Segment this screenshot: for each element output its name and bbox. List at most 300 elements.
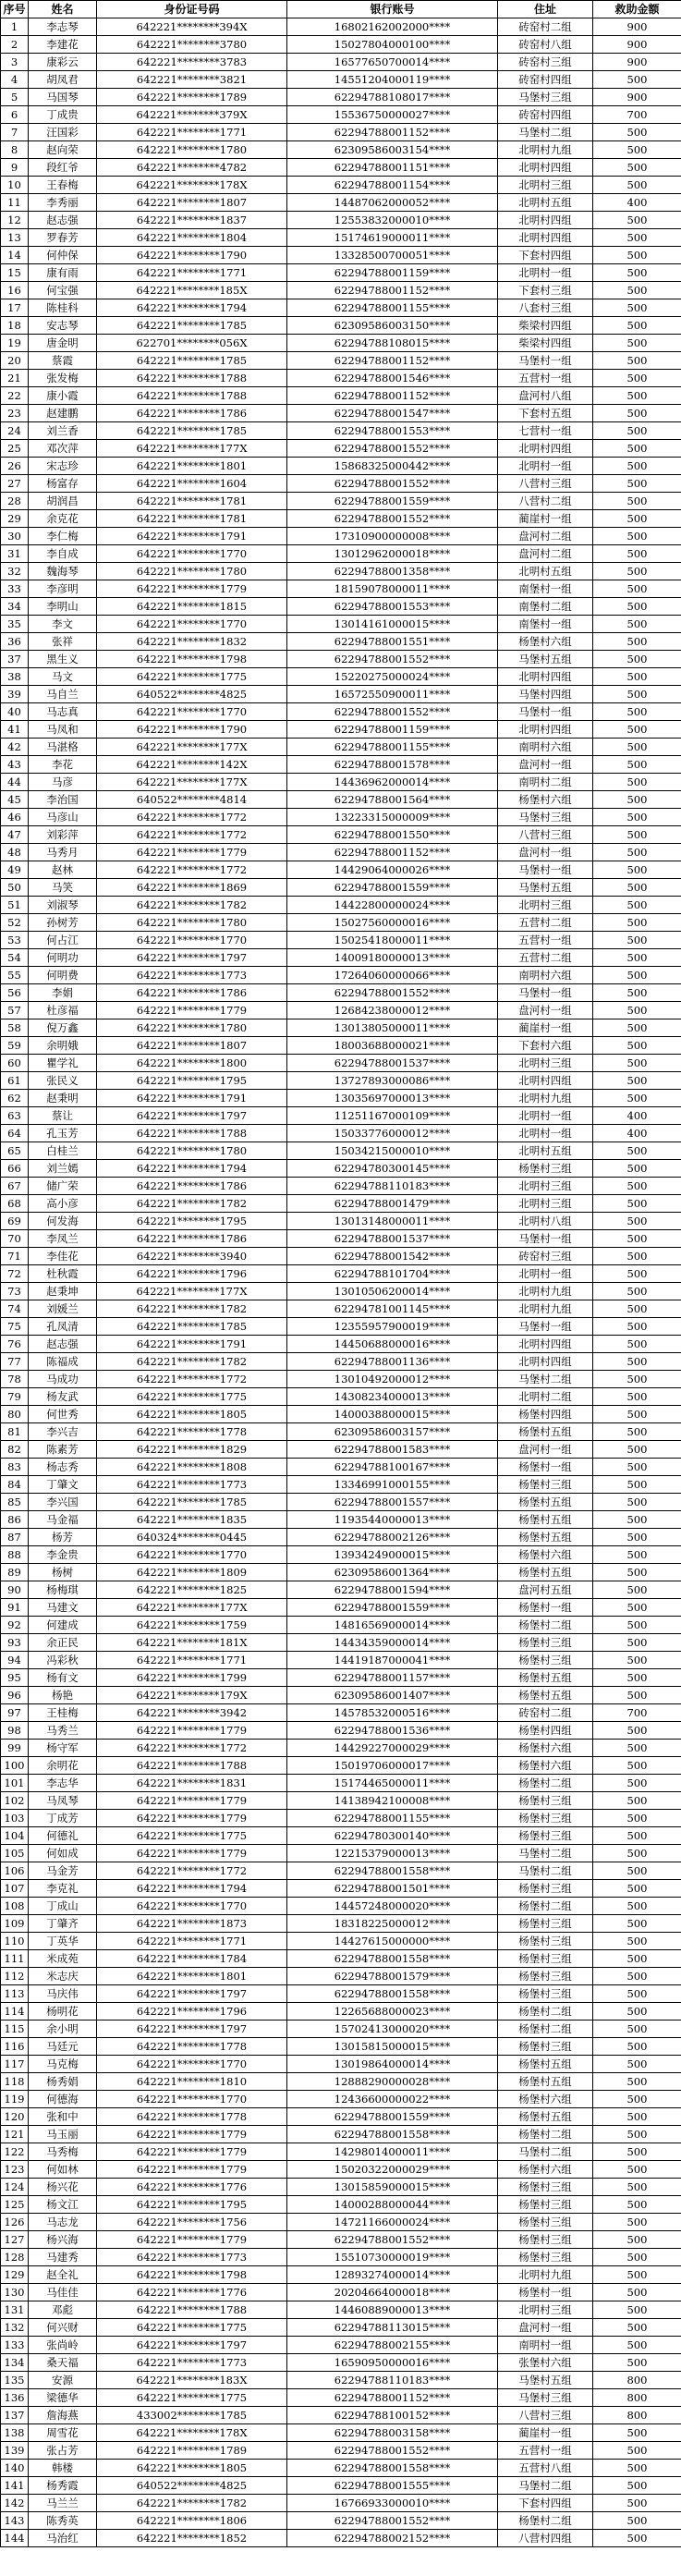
id-number: 642221********1775 — [97, 2319, 287, 2337]
bank-account: 13013805000011**** — [287, 1019, 498, 1037]
relief-amount: 500 — [593, 2021, 681, 2038]
row-index: 136 — [1, 2389, 29, 2407]
id-number: 642221********1775 — [97, 1827, 287, 1845]
row-index: 37 — [1, 651, 29, 668]
relief-amount: 500 — [593, 2038, 681, 2056]
relief-amount: 500 — [593, 739, 681, 756]
person-name: 马志龙 — [29, 2214, 97, 2231]
relief-amount: 500 — [593, 1581, 681, 1599]
table-row — [1, 1669, 681, 1687]
bank-account: 16802162002000**** — [287, 18, 498, 36]
address: 北明村五组 — [498, 563, 593, 580]
person-name: 何仲保 — [29, 247, 97, 264]
id-number: 642221********1779 — [97, 1845, 287, 1862]
id-number: 642221********1795 — [97, 2196, 287, 2214]
address: 北明村四组 — [498, 1353, 593, 1371]
table-row — [1, 1213, 681, 1230]
table-row — [1, 739, 681, 756]
bank-account: 62294788001542**** — [287, 1248, 498, 1265]
person-name: 孔凤清 — [29, 1318, 97, 1336]
bank-account: 62309586003150**** — [287, 317, 498, 335]
id-number: 642221********1788 — [97, 387, 287, 405]
bank-account: 62294788002152**** — [287, 2530, 498, 2547]
relief-amount: 400 — [593, 194, 681, 212]
bank-account: 62294788003158**** — [287, 2424, 498, 2442]
bank-account: 15174465000011**** — [287, 1775, 498, 1792]
table-row — [1, 809, 681, 826]
id-number: 642221********1835 — [97, 1511, 287, 1529]
id-number: 642221********1796 — [97, 1265, 287, 1283]
relief-amount: 500 — [593, 1915, 681, 1933]
table-row — [1, 668, 681, 686]
row-index: 71 — [1, 1248, 29, 1265]
id-number: 642221********1791 — [97, 1336, 287, 1353]
row-index: 124 — [1, 2179, 29, 2196]
person-name: 唐金明 — [29, 335, 97, 352]
table-row — [1, 1090, 681, 1107]
address: 杨堡村二组 — [498, 1775, 593, 1792]
id-number: 642221********183X — [97, 2372, 287, 2389]
relief-amount: 500 — [593, 984, 681, 1002]
person-name: 杨有文 — [29, 1669, 97, 1687]
bank-account: 62294788002126**** — [287, 1529, 498, 1546]
row-index: 99 — [1, 1740, 29, 1757]
row-index: 101 — [1, 1775, 29, 1792]
address: 马堡村二组 — [498, 124, 593, 141]
relief-amount: 500 — [593, 844, 681, 861]
address: 杨堡村三组 — [498, 2214, 593, 2231]
bank-account: 62294788108017**** — [287, 89, 498, 106]
id-number: 642221********1804 — [97, 229, 287, 247]
table-row — [1, 299, 681, 317]
address: 杨堡村三组 — [498, 1160, 593, 1178]
bank-account: 62294788001578**** — [287, 756, 498, 774]
person-name: 邓次萍 — [29, 440, 97, 458]
id-number: 622701********056X — [97, 335, 287, 352]
address: 盘河村一组 — [498, 844, 593, 861]
table-row — [1, 580, 681, 598]
id-number: 642221********3780 — [97, 36, 287, 54]
id-number: 642221********1789 — [97, 2442, 287, 2460]
row-index: 92 — [1, 1617, 29, 1634]
bank-account: 62294788113015**** — [287, 2319, 498, 2337]
address: 杨堡村六组 — [498, 1740, 593, 1757]
person-name: 陈素芳 — [29, 1441, 97, 1459]
id-number: 642221********1782 — [97, 897, 287, 914]
table-row — [1, 2512, 681, 2530]
id-number: 642221********1770 — [97, 2056, 287, 2073]
row-index: 23 — [1, 405, 29, 422]
relief-amount: 800 — [593, 2407, 681, 2424]
id-number: 642221********177X — [97, 1283, 287, 1300]
table-row — [1, 1687, 681, 1704]
bank-account: 14138942100008**** — [287, 1792, 498, 1810]
table-row — [1, 493, 681, 510]
relief-amount: 900 — [593, 18, 681, 36]
person-name: 张尚岭 — [29, 2337, 97, 2354]
table-row — [1, 510, 681, 528]
table-row — [1, 1459, 681, 1476]
bank-account: 62294788001558**** — [287, 1950, 498, 1968]
person-name: 马文 — [29, 668, 97, 686]
row-index: 6 — [1, 106, 29, 124]
bank-account: 13727893000086**** — [287, 1072, 498, 1090]
id-number: 642221********177X — [97, 739, 287, 756]
bank-account: 62294788001552**** — [287, 984, 498, 1002]
bank-account: 15536750000027**** — [287, 106, 498, 124]
address: 马堡村三组 — [498, 89, 593, 106]
person-name: 李志华 — [29, 1775, 97, 1792]
relief-amount: 500 — [593, 545, 681, 563]
id-number: 642221********1779 — [97, 2231, 287, 2249]
row-index: 60 — [1, 1055, 29, 1072]
id-number: 642221********1779 — [97, 2143, 287, 2161]
address: 北明村五组 — [498, 194, 593, 212]
relief-amount: 500 — [593, 317, 681, 335]
bank-account: 12684238000012**** — [287, 1002, 498, 1019]
bank-account: 62294788001558**** — [287, 1985, 498, 2003]
row-index: 66 — [1, 1160, 29, 1178]
relief-amount: 500 — [593, 440, 681, 458]
address: 杨堡村五组 — [498, 1423, 593, 1441]
bank-account: 62294788001552**** — [287, 2512, 498, 2530]
row-index: 125 — [1, 2196, 29, 2214]
row-index: 21 — [1, 370, 29, 387]
row-index: 44 — [1, 774, 29, 791]
person-name: 马玉丽 — [29, 2126, 97, 2143]
relief-amount: 500 — [593, 2319, 681, 2337]
address: 南明村六组 — [498, 967, 593, 984]
id-number: 642221********1797 — [97, 949, 287, 967]
id-number: 642221********1782 — [97, 1300, 287, 1318]
row-index: 114 — [1, 2003, 29, 2021]
table-row — [1, 335, 681, 352]
relief-amount: 500 — [593, 774, 681, 791]
bank-account: 62294788001594**** — [287, 1581, 498, 1599]
row-index: 46 — [1, 809, 29, 826]
address: 砖窑村三组 — [498, 1248, 593, 1265]
bank-account: 15220275000024**** — [287, 668, 498, 686]
id-number: 642221********1782 — [97, 2495, 287, 2512]
bank-account: 15033776000012**** — [287, 1125, 498, 1142]
relief-amount: 500 — [593, 897, 681, 914]
relief-amount: 500 — [593, 2424, 681, 2442]
address: 杨堡村三组 — [498, 2196, 593, 2214]
address: 马堡村五组 — [498, 2372, 593, 2389]
relief-amount: 500 — [593, 2266, 681, 2284]
address: 杨堡村二组 — [498, 1617, 593, 1634]
address: 杨堡村五组 — [498, 1687, 593, 1704]
relief-amount: 500 — [593, 2179, 681, 2196]
relief-amount: 500 — [593, 1002, 681, 1019]
person-name: 冯彩秋 — [29, 1652, 97, 1669]
table-row — [1, 2214, 681, 2231]
table-row — [1, 2266, 681, 2284]
id-number: 642221********3783 — [97, 54, 287, 71]
row-index: 38 — [1, 668, 29, 686]
person-name: 刘兰香 — [29, 422, 97, 440]
bank-account: 62294788100167**** — [287, 1459, 498, 1476]
address: 北明村四组 — [498, 440, 593, 458]
bank-account: 62309586001364**** — [287, 1564, 498, 1581]
person-name: 瞿学礼 — [29, 1055, 97, 1072]
table-row — [1, 1529, 681, 1546]
address: 北明村三组 — [498, 177, 593, 194]
address: 北明村四组 — [498, 1072, 593, 1090]
table-row — [1, 2442, 681, 2460]
bank-account: 16577650700014**** — [287, 54, 498, 71]
table-row — [1, 2126, 681, 2143]
row-index: 111 — [1, 1950, 29, 1968]
bank-account: 62294788001579**** — [287, 1968, 498, 1985]
row-index: 58 — [1, 1019, 29, 1037]
person-name: 杨明花 — [29, 2003, 97, 2021]
address: 杨堡村三组 — [498, 1827, 593, 1845]
bank-account: 13019864000014**** — [287, 2056, 498, 2073]
person-name: 魏海琴 — [29, 563, 97, 580]
id-number: 640522********4825 — [97, 686, 287, 703]
person-name: 杨志秀 — [29, 1459, 97, 1476]
row-index: 48 — [1, 844, 29, 861]
person-name: 韩楼 — [29, 2460, 97, 2477]
row-index: 18 — [1, 317, 29, 335]
row-index: 19 — [1, 335, 29, 352]
id-number: 642221********181X — [97, 1634, 287, 1652]
person-name: 杨文江 — [29, 2196, 97, 2214]
relief-amount: 500 — [593, 1178, 681, 1195]
id-number: 642221********1775 — [97, 2389, 287, 2407]
bank-account: 13012962000018**** — [287, 545, 498, 563]
id-number: 642221********1770 — [97, 703, 287, 721]
relief-amount: 500 — [593, 2249, 681, 2266]
relief-amount: 500 — [593, 1546, 681, 1564]
table-row — [1, 2073, 681, 2091]
id-number: 642221********177X — [97, 440, 287, 458]
relief-amount: 500 — [593, 2442, 681, 2460]
address: 砖窑村八组 — [498, 36, 593, 54]
bank-account: 16766933000010**** — [287, 2495, 498, 2512]
address: 北明村一组 — [498, 458, 593, 475]
row-index: 5 — [1, 89, 29, 106]
bank-account: 14721166000024**** — [287, 2214, 498, 2231]
address: 盘河村一组 — [498, 756, 593, 774]
row-index: 115 — [1, 2021, 29, 2038]
id-number: 642221********1780 — [97, 563, 287, 580]
row-index: 15 — [1, 264, 29, 282]
table-row — [1, 2337, 681, 2354]
address: 北明村三组 — [498, 897, 593, 914]
person-name: 安志琴 — [29, 317, 97, 335]
bank-account: 18318225000012**** — [287, 1915, 498, 1933]
relief-amount: 500 — [593, 1055, 681, 1072]
person-name: 马廷元 — [29, 2038, 97, 2056]
relief-amount: 500 — [593, 967, 681, 984]
relief-amount: 500 — [593, 1441, 681, 1459]
address: 杨堡村六组 — [498, 633, 593, 651]
row-index: 121 — [1, 2126, 29, 2143]
address: 八营村三组 — [498, 2407, 593, 2424]
id-number: 642221********1790 — [97, 247, 287, 264]
id-number: 640522********4814 — [97, 791, 287, 809]
table-header — [1, 1, 681, 18]
bank-account: 62294780300145**** — [287, 1160, 498, 1178]
bank-account: 62294788001558**** — [287, 2126, 498, 2143]
address: 五营村一组 — [498, 932, 593, 949]
table-row — [1, 2003, 681, 2021]
row-index: 84 — [1, 1476, 29, 1494]
relief-amount: 500 — [593, 1968, 681, 1985]
relief-amount: 500 — [593, 879, 681, 897]
relief-amount: 500 — [593, 1792, 681, 1810]
address: 蔺崖村一组 — [498, 2424, 593, 2442]
row-index: 8 — [1, 141, 29, 159]
address: 柴梁村四组 — [498, 317, 593, 335]
id-number: 433002********1785 — [97, 2407, 287, 2424]
person-name: 丁成山 — [29, 1898, 97, 1915]
relief-amount: 500 — [593, 686, 681, 703]
relief-amount: 500 — [593, 1265, 681, 1283]
address: 杨堡村二组 — [498, 2003, 593, 2021]
bank-account: 62309586001407**** — [287, 1687, 498, 1704]
address: 下套村三组 — [498, 282, 593, 299]
relief-amount: 500 — [593, 703, 681, 721]
relief-amount: 500 — [593, 1564, 681, 1581]
bank-account: 13010506200014**** — [287, 1283, 498, 1300]
table-row — [1, 528, 681, 545]
id-number: 642221********1780 — [97, 914, 287, 932]
bank-account: 14298014000011**** — [287, 2143, 498, 2161]
address: 马堡村三组 — [498, 2389, 593, 2407]
relief-amount: 500 — [593, 1459, 681, 1476]
relief-amount: 500 — [593, 1862, 681, 1880]
bank-account: 17264060000066**** — [287, 967, 498, 984]
row-index: 64 — [1, 1125, 29, 1142]
id-number: 642221********1770 — [97, 1546, 287, 1564]
relief-amount: 500 — [593, 370, 681, 387]
person-name: 李治国 — [29, 791, 97, 809]
row-index: 76 — [1, 1336, 29, 1353]
person-name: 杨守军 — [29, 1740, 97, 1757]
person-name: 张祥 — [29, 633, 97, 651]
person-name: 邓彪 — [29, 2301, 97, 2319]
relief-amount: 500 — [593, 2530, 681, 2547]
relief-amount: 500 — [593, 616, 681, 633]
address: 张堡村六组 — [498, 2354, 593, 2372]
bank-account: 62294788001152**** — [287, 2389, 498, 2407]
address: 北明村四组 — [498, 668, 593, 686]
person-name: 张和中 — [29, 2108, 97, 2126]
address: 马堡村二组 — [498, 1845, 593, 1862]
table-row — [1, 317, 681, 335]
address: 北明村三组 — [498, 1195, 593, 1213]
id-number: 642221********1775 — [97, 668, 287, 686]
table-row — [1, 932, 681, 949]
id-number: 642221********1791 — [97, 528, 287, 545]
table-row — [1, 1494, 681, 1511]
table-row — [1, 405, 681, 422]
id-number: 642221********1785 — [97, 352, 287, 370]
bank-account: 62294788001152**** — [287, 387, 498, 405]
id-number: 642221********1770 — [97, 616, 287, 633]
bank-account: 14551204000119**** — [287, 71, 498, 89]
bank-account: 62294788001136**** — [287, 1353, 498, 1371]
address: 南明村二组 — [498, 774, 593, 791]
id-number: 642221********1779 — [97, 2161, 287, 2179]
address: 北明村三组 — [498, 1178, 593, 1195]
relief-amount: 500 — [593, 177, 681, 194]
bank-account: 62294788001559**** — [287, 493, 498, 510]
person-name: 周雪花 — [29, 2424, 97, 2442]
bank-account: 62294788001152**** — [287, 352, 498, 370]
row-index: 57 — [1, 1002, 29, 1019]
person-name: 余克花 — [29, 510, 97, 528]
bank-account: 16590950000016**** — [287, 2354, 498, 2372]
id-number: 642221********1797 — [97, 1985, 287, 2003]
person-name: 胡润昌 — [29, 493, 97, 510]
address: 五营村八组 — [498, 2460, 593, 2477]
table-row — [1, 264, 681, 282]
address: 南明村六组 — [498, 739, 593, 756]
table-row — [1, 159, 681, 177]
table-row — [1, 1300, 681, 1318]
row-index: 28 — [1, 493, 29, 510]
bank-account: 14816569000014**** — [287, 1617, 498, 1634]
address: 北明村五组 — [498, 1142, 593, 1160]
address: 北明村九组 — [498, 2266, 593, 2284]
id-number: 642221********1772 — [97, 1862, 287, 1880]
relief-amount: 500 — [593, 2301, 681, 2319]
row-index: 77 — [1, 1353, 29, 1371]
person-name: 李兴国 — [29, 1494, 97, 1511]
relief-amount: 500 — [593, 1230, 681, 1248]
row-index: 93 — [1, 1634, 29, 1652]
relief-amount: 900 — [593, 36, 681, 54]
id-number: 642221********1801 — [97, 458, 287, 475]
bank-account: 13013148000011**** — [287, 1213, 498, 1230]
table-row — [1, 18, 681, 36]
bank-account: 62294788001557**** — [287, 1494, 498, 1511]
bank-account: 14436962000014**** — [287, 774, 498, 791]
relief-amount: 500 — [593, 1142, 681, 1160]
table-row — [1, 1740, 681, 1757]
bank-account: 14422800000024**** — [287, 897, 498, 914]
bank-account: 13015815000015**** — [287, 2038, 498, 2056]
id-number: 642221********1788 — [97, 1757, 287, 1775]
relief-amount: 500 — [593, 1300, 681, 1318]
bank-account: 13014161000015**** — [287, 616, 498, 633]
address: 杨堡村三组 — [498, 1968, 593, 1985]
id-number: 642221********1771 — [97, 124, 287, 141]
person-name: 李兴吉 — [29, 1423, 97, 1441]
table-row — [1, 2196, 681, 2214]
person-name: 马笑 — [29, 879, 97, 897]
row-index: 50 — [1, 879, 29, 897]
relief-amount: 500 — [593, 791, 681, 809]
bank-account: 62294788001159**** — [287, 264, 498, 282]
id-number: 642221********142X — [97, 756, 287, 774]
address: 下套村六组 — [498, 1037, 593, 1055]
row-index: 139 — [1, 2442, 29, 2460]
id-number: 642221********1796 — [97, 2003, 287, 2021]
table-body — [1, 18, 681, 2547]
relief-amount: 500 — [593, 1195, 681, 1213]
table-row — [1, 1125, 681, 1142]
person-name: 赵全礼 — [29, 2266, 97, 2284]
person-name: 张发梅 — [29, 370, 97, 387]
address: 马堡村一组 — [498, 352, 593, 370]
table-row — [1, 194, 681, 212]
person-name: 李凤兰 — [29, 1230, 97, 1248]
